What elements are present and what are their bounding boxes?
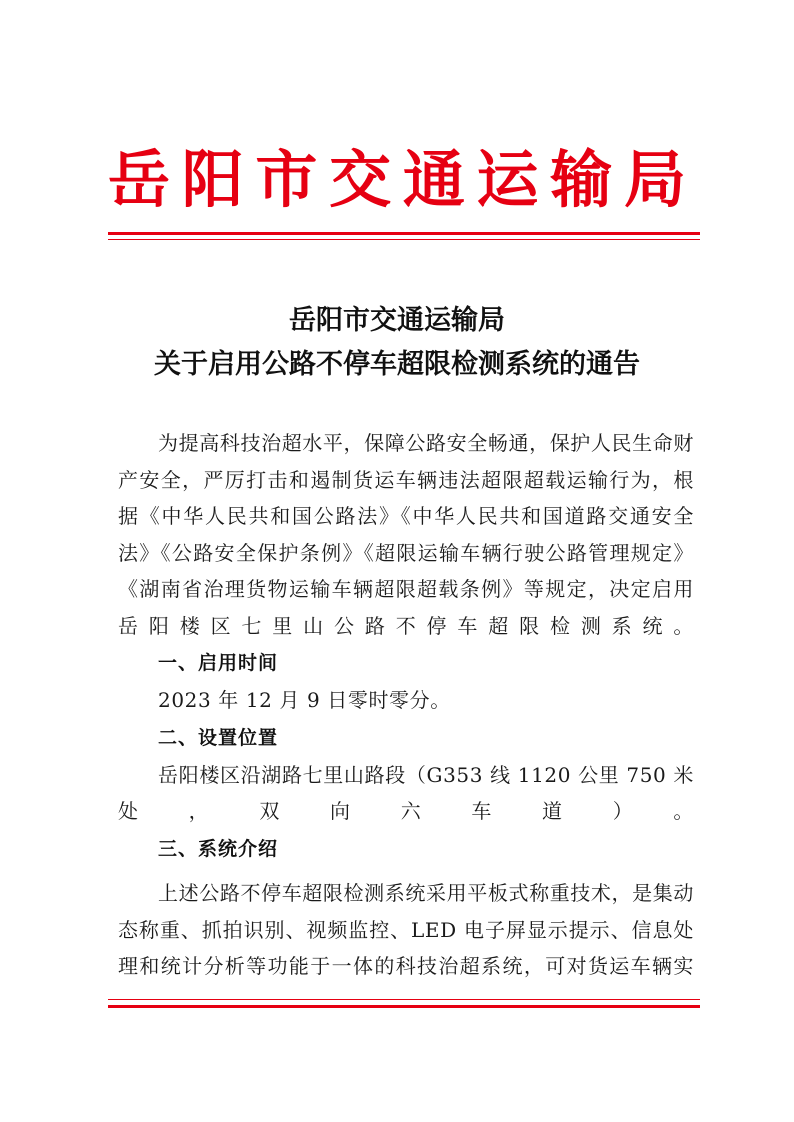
section-3-heading: 三、系统介绍 <box>158 837 279 860</box>
footer-rule-thick <box>108 1005 700 1008</box>
footer-rule-thin <box>108 999 700 1000</box>
section-3-text: 上述公路不停车超限检测系统采用平板式称重技术，是集动态称重、抓拍识别、视频监控、LED 电子屏显示提示、信息处理和统计分析等功能于一体的科技治超系统，可对货运车辆实 <box>118 881 694 978</box>
document-body <box>118 425 694 868</box>
masthead-rule-thin <box>108 239 700 240</box>
section-1-text: 2023 年 12 月 9 日零时零分。 <box>158 688 451 712</box>
section-2-heading: 二、设置位置 <box>158 726 279 749</box>
document-title-line-1: 岳阳市交通运输局 <box>289 305 505 336</box>
agency-masthead: 岳阳市交通运输局 <box>108 143 688 216</box>
section-1-heading: 一、启用时间 <box>158 652 279 674</box>
masthead-rule-thick <box>108 232 700 235</box>
document-title-line-2: 关于启用公路不停车超限检测系统的通告 <box>154 349 640 380</box>
intro-paragraph: 为提高科技治超水平，保障公路安全畅通，保护人民生命财产安全，严厉打击和遏制货运车辆违法超限超载运输行为，根据《中华人民共和国公路法》《中华人民共和国道路交通安全法》《公路安全保护条例》《超限运输车辆行驶公路管理规定》《湖南省治理货物运输车辆超限超载条例》等规定，决定启用岳阳楼区七里山公路不停车超限检测系统。 <box>118 431 694 638</box>
section-3-text-container <box>118 875 694 985</box>
section-2-text: 岳阳楼区沿湖路七里山路段（G353 线 1120 公里 750 米处，双向六车道）。 <box>118 762 694 823</box>
